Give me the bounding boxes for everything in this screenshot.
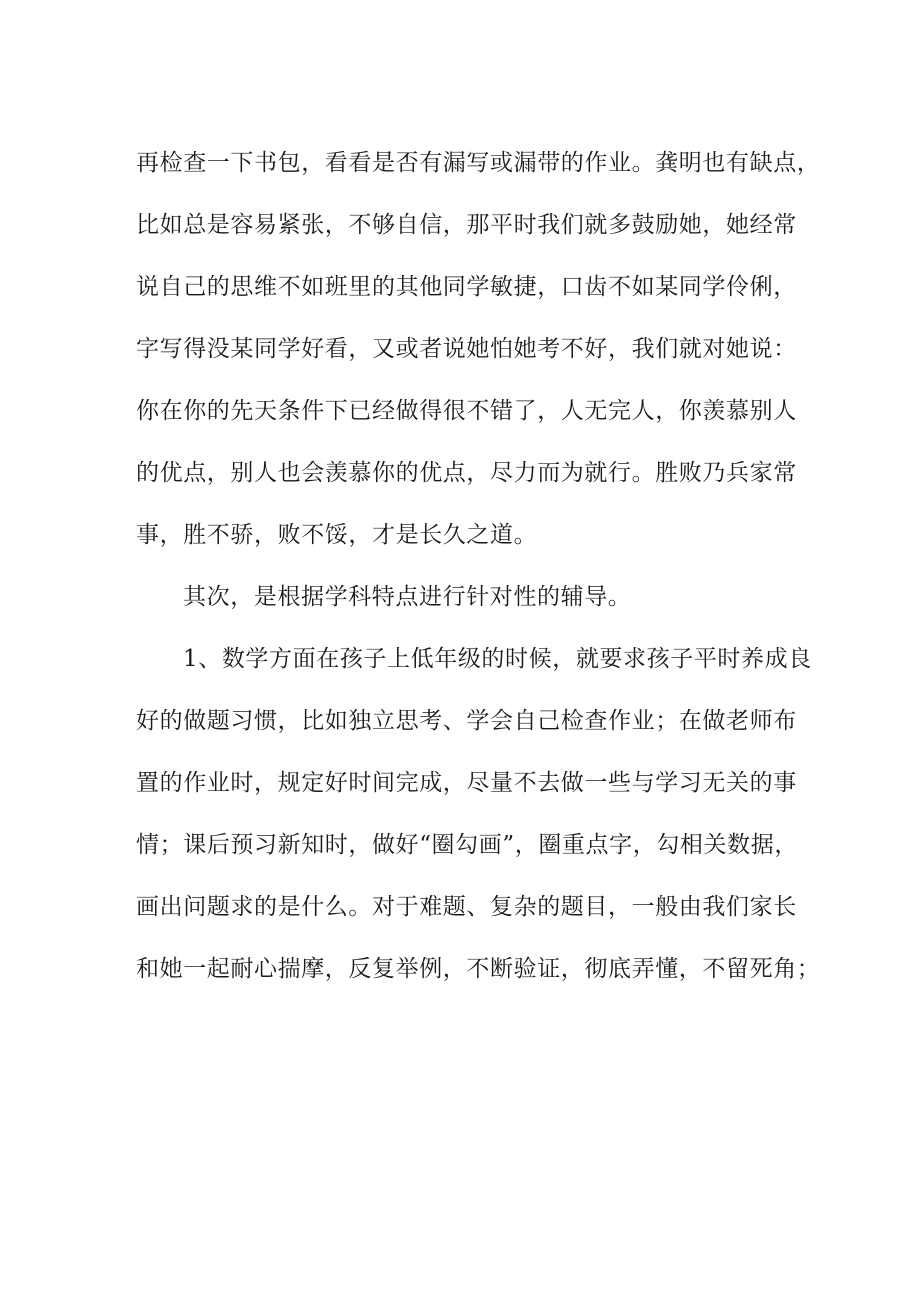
text-line: 的优点，别人也会羡慕你的优点，尽力而为就行。胜败乃兵家常: [136, 460, 797, 486]
text-line: 再检查一下书包，看看是否有漏写或漏带的作业。龚明也有缺点，: [136, 150, 821, 176]
text-line: 置的作业时，规定好时间完成，尽量不去做一些与学习无关的事: [136, 770, 797, 796]
text-line: 说自己的思维不如班里的其他同学敏捷，口齿不如某同学伶俐，: [136, 274, 797, 300]
text-line: 1、数学方面在孩子上低年级的时候，就要求孩子平时养成良: [183, 646, 812, 672]
text-line: 好的做题习惯，比如独立思考、学会自己检查作业；在做老师布: [136, 708, 797, 734]
text-line: 情；课后预习新知时，做好“圈勾画”，圈重点字，勾相关数据，: [136, 832, 798, 858]
paragraph-heading: 其次，是根据学科特点进行针对性的辅导。: [183, 584, 632, 610]
document-body: [136, 140, 821, 1008]
text-line: 你在你的先天条件下已经做得很不错了，人无完人，你羡慕别人: [136, 398, 797, 424]
text-line: 事，胜不骄，败不馁，才是长久之道。: [136, 522, 538, 548]
text-line: 和她一起耐心揣摩，反复举例，不断验证，彻底弄懂，不留死角；: [136, 956, 821, 982]
text-line: 字写得没某同学好看，又或者说她怕她考不好，我们就对她说：: [136, 336, 797, 362]
text-line: 画出问题求的是什么。对于难题、复杂的题目，一般由我们家长: [136, 894, 797, 920]
text-line: 比如总是容易紧张，不够自信，那平时我们就多鼓励她，她经常: [136, 212, 797, 238]
